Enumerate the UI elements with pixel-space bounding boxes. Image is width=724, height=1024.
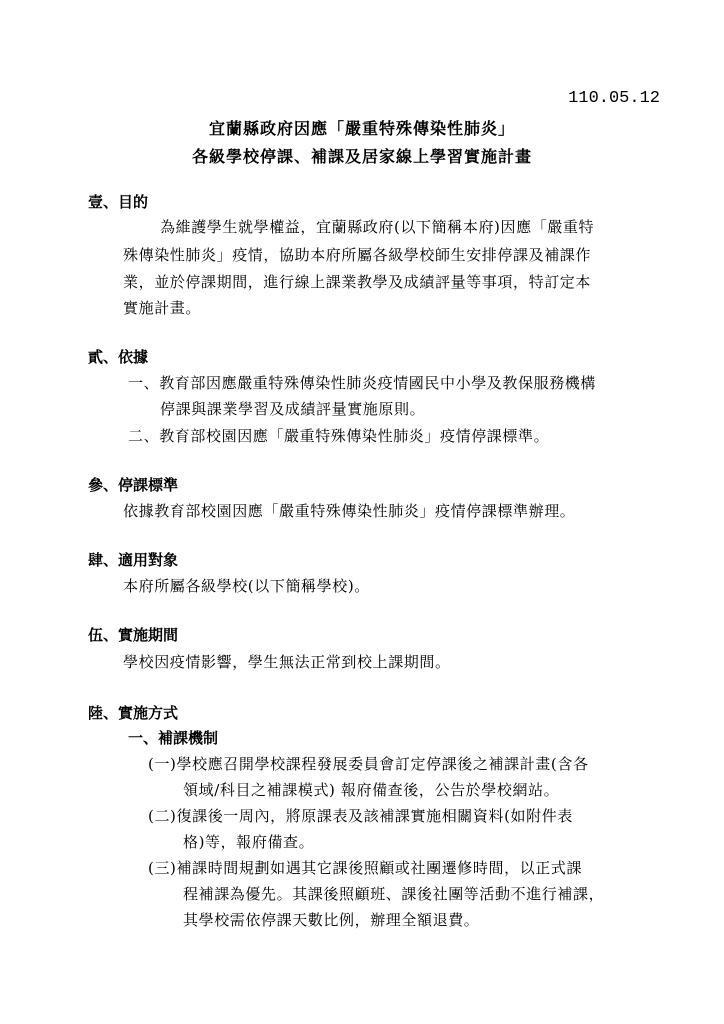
section-6-item-1-cont: 領域/科目之補課模式) 報府備查後，公告於學校網站。: [183, 781, 560, 799]
section-2-heading: 貳、依據: [88, 348, 149, 366]
section-3-heading: 參、停課標準: [88, 476, 179, 494]
section-1-heading: 壹、目的: [88, 193, 149, 211]
section-1-line: 實施計畫。: [123, 299, 202, 317]
document-title-line-1: 宜蘭縣政府因應「嚴重特殊傳染性肺炎」: [208, 119, 515, 138]
section-6-item-3-cont: 程補課為優先。其課後照顧班、課後社團等活動不進行補課，: [183, 885, 605, 903]
section-6-item-1: (一)學校應召開學校課程發展委員會訂定停課後之補課計畫(含各: [148, 755, 589, 773]
document-date: 110.05.12: [568, 89, 660, 108]
section-1-line: 為維護學生就學權益，宜蘭縣政府(以下簡稱本府)因應「嚴重特: [160, 218, 595, 236]
section-3-line: 依據教育部校園因應「嚴重特殊傳染性肺炎」疫情停課標準辦理。: [123, 502, 576, 520]
section-4-heading: 肆、適用對象: [88, 551, 179, 569]
section-5-heading: 伍、實施期間: [88, 626, 179, 644]
section-6-subheading: 一、補課機制: [128, 729, 219, 747]
section-1-line: 業，並於停課期間，進行線上課業教學及成績評量等事項，特訂定本: [123, 273, 592, 291]
section-5-line: 學校因疫情影響，學生無法正常到校上課期間。: [123, 653, 451, 671]
section-6-item-3-cont: 其學校需依停課天數比例，辦理全額退費。: [183, 911, 480, 929]
document-title-line-2: 各級學校停課、補課及居家線上學習實施計畫: [191, 147, 532, 166]
section-2-item-1-cont: 停課與課業學習及成績評量實施原則。: [160, 400, 426, 418]
section-6-heading: 陸、實施方式: [88, 704, 179, 722]
section-2-item-1: 一、教育部因應嚴重特殊傳染性肺炎疫情國民中小學及教保服務機構: [128, 374, 597, 392]
section-6-item-2-cont: 格)等，報府備查。: [183, 833, 315, 851]
section-2-item-2: 二、教育部校園因應「嚴重特殊傳染性肺炎」疫情停課標準。: [128, 427, 550, 445]
section-6-item-3: (三)補課時間規劃如遇其它課後照顧或社團遷修時間，以正式課: [148, 859, 583, 877]
section-1-line: 殊傳染性肺炎」疫情，協助本府所屬各級學校師生安排停課及補課作: [123, 246, 592, 264]
section-4-line: 本府所屬各級學校(以下簡稱學校)。: [123, 577, 370, 595]
section-6-item-2: (二)復課後一周內，將原課表及該補課實施相關資料(如附件表: [148, 807, 573, 825]
